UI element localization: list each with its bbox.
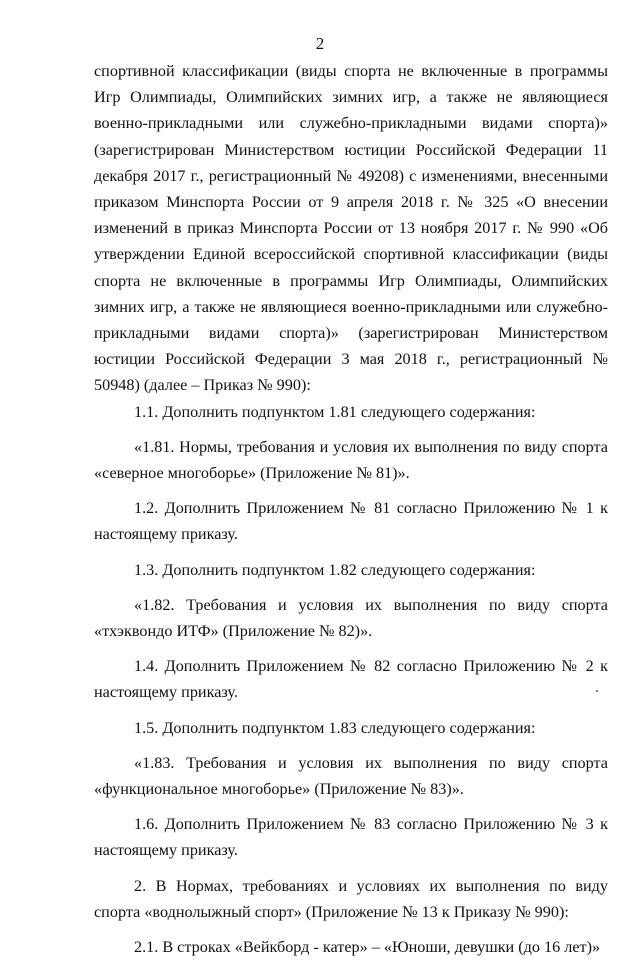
paragraph-1-81-quote: «1.81. Нормы, требования и условия их выполнения по виду спорта «северное многоборье» (Приложение № 81)». [94, 437, 608, 483]
paragraph-1-2: 1.2. Дополнить Приложением № 81 согласно Приложению № 1 к настоящему приказу. [94, 499, 608, 544]
scan-speck [596, 690, 598, 692]
page-number: 2 [315, 34, 325, 53]
document-body [94, 58, 608, 960]
paragraph-1-83-quote: «1.83. Требования и условия их выполнения по виду спорта «функциональное многоборье» (Приложение № 83)». [94, 753, 608, 799]
paragraph-2: 2. В Нормах, требованиях и условиях их выполнения по виду спорта «воднолыжный спорт» (Приложение № 13 к Приказу № 990): [94, 876, 608, 921]
paragraph-1-4: 1.4. Дополнить Приложением № 82 согласно Приложению № 2 к настоящему приказу. [94, 657, 608, 702]
paragraph-2-1: 2.1. В строках «Вейкборд - катер» – «Юноши, девушки (до 16 лет)» [134, 938, 601, 957]
paragraph-1-5: 1.5. Дополнить подпунктом 1.83 следующего содержания: [134, 718, 536, 737]
paragraph-1-1: 1.1. Дополнить подпунктом 1.81 следующего содержания: [134, 402, 536, 421]
paragraph-intro-continuation: спортивной классификации (виды спорта не включенные в программы Игр Олимпиады, Олимпийских зимних игр, а также не являющиеся военно-прикладными или служебно-прикладными видами спорта)» (зарегистрирован Министерством юстиции Российской Федерации 11 декабря 2017 г., регистрационный № 49208) с изменениями, внесенными приказом Минспорта России от 9 апреля 2018 г. № 325 «О внесении изменений в приказ Минспорта России от 13 ноября 2017 г. № 990 «Об утверждении Единой всероссийской спортивной классификации (виды спорта не включенные в программы Игр Олимпиады, Олимпийских зимних игр, а также не являющиеся военно-прикладными или служебно-прикладными видами спорта)» (зарегистрирован Министерством юстиции Российской Федерации 3 мая 2018 г., регистрационный № 50948) (далее – Приказ № 990): [94, 62, 608, 395]
paragraph-1-82-quote: «1.82. Требования и условия их выполнения по виду спорта «тхэквондо ИТФ» (Приложение № 82)». [94, 595, 608, 641]
paragraph-1-6: 1.6. Дополнить Приложением № 83 согласно Приложению № 3 к настоящему приказу. [94, 815, 608, 860]
paragraph-1-3: 1.3. Дополнить подпунктом 1.82 следующего содержания: [134, 560, 536, 579]
